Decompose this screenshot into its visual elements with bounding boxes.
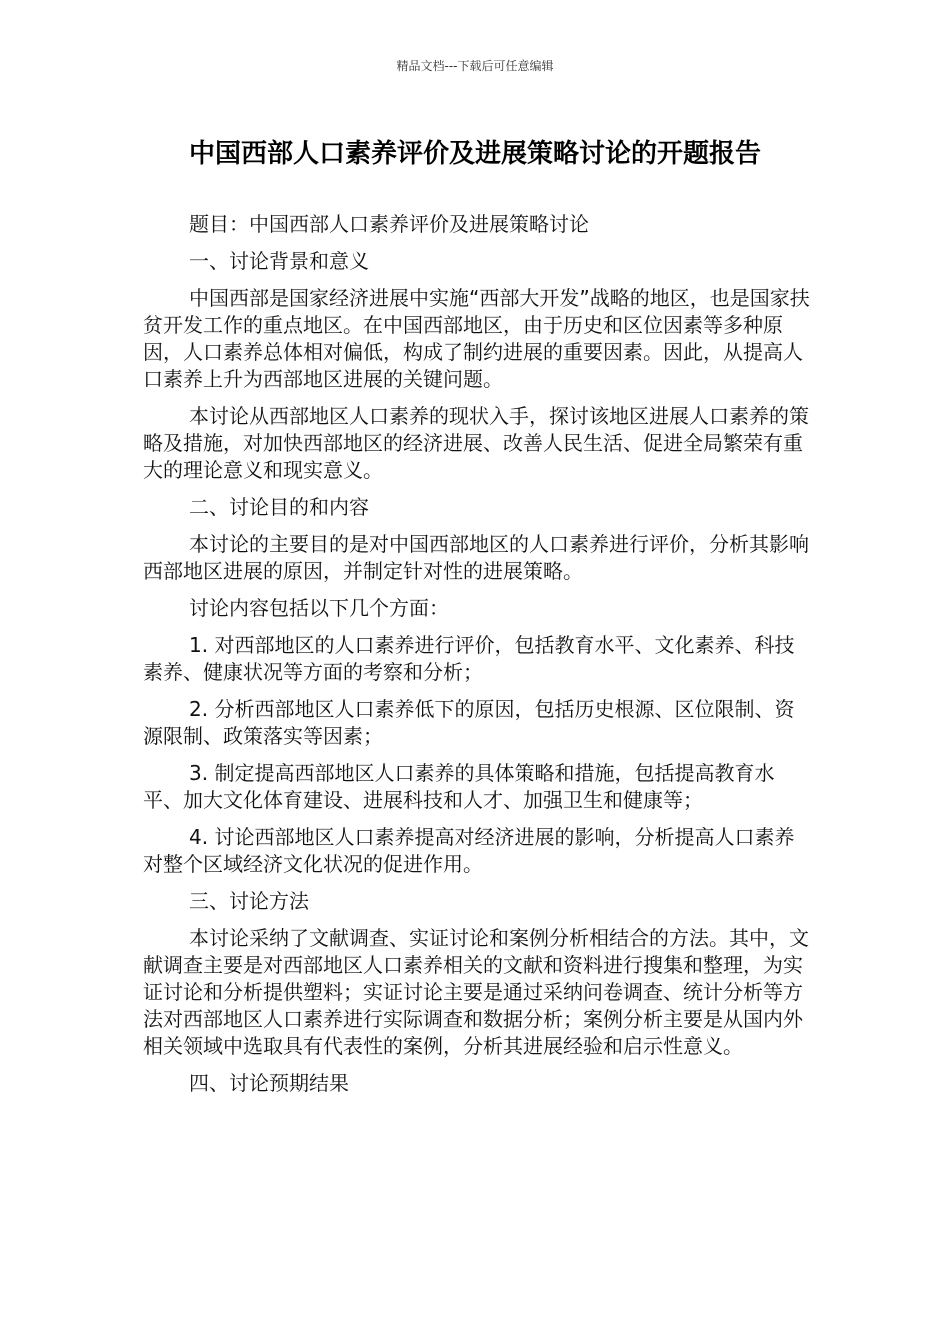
list-item-4: 4. 讨论西部地区人口素养提高对经济进展的影响，分析提高人口素养对整个区域经济文化状况的促进作用。 (143, 825, 795, 876)
header-note: 精品文档---下载后可任意编辑 (396, 59, 554, 73)
list-item-2: 2. 分析西部地区人口素养低下的原因，包括历史根源、区位限制、资源限制、政策落实等因素； (143, 697, 795, 748)
paragraph-background-2: 本讨论从西部地区人口素养的现状入手，探讨该地区进展人口素养的策略及措施，对加快西部地区的经济进展、改善人民生活、促进全局繁荣有重大的理论意义和现实意义。 (143, 404, 809, 482)
paragraph-purpose-2: 讨论内容包括以下几个方面： (189, 596, 449, 620)
section-heading-expected-results: 四、讨论预期结果 (189, 1071, 349, 1095)
document-body (143, 211, 811, 1107)
document-title: 中国西部人口素养评价及进展策略讨论的开题报告 (188, 139, 761, 169)
section-heading-background: 一、讨论背景和意义 (189, 249, 369, 273)
list-item-1: 1. 对西部地区的人口素养进行评价，包括教育水平、文化素养、科技素养、健康状况等方面的考察和分析； (143, 633, 795, 684)
paragraph-purpose-1: 本讨论的主要目的是对中国西部地区的人口素养进行评价，分析其影响西部地区进展的原因，并制定针对性的进展策略。 (143, 532, 809, 583)
paragraph-background-1: 中国西部是国家经济进展中实施“西部大开发”战略的地区，也是国家扶贫开发工作的重点地区。在中国西部地区，由于历史和区位因素等多种原因，人口素养总体相对偏低，构成了制约进展的重要因素。因此，从提高人口素养上升为西部地区进展的关键问题。 (143, 286, 810, 391)
list-item-3: 3. 制定提高西部地区人口素养的具体策略和措施，包括提高教育水平、加大文化体育建设、进展科技和人才、加强卫生和健康等； (143, 761, 775, 812)
section-heading-purpose: 二、讨论目的和内容 (189, 495, 369, 519)
section-heading-method: 三、讨论方法 (189, 889, 309, 913)
paragraph-method-1: 本讨论采纳了文献调查、实证讨论和案例分析相结合的方法。其中，文献调查主要是对西部地区人口素养相关的文献和资料进行搜集和整理，为实证讨论和分析提供塑料；实证讨论主要是通过采纳问卷调查、统计分析等方法对西部地区人口素养进行实际调查和数据分析；案例分析主要是从国内外相关领域中选取具有代表性的案例，分析其进展经验和启示性意义。 (143, 926, 809, 1058)
topic-line: 题目：中国西部人口素养评价及进展策略讨论 (189, 212, 589, 236)
